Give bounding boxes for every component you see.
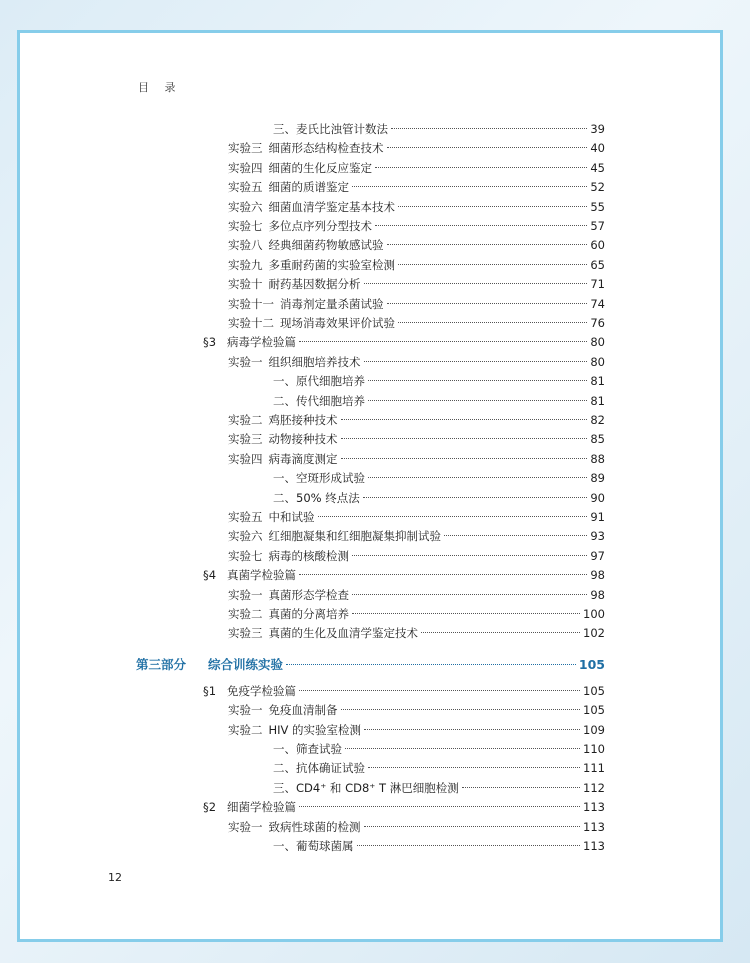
toc-leader-dots — [364, 361, 588, 362]
toc-entry[interactable] — [228, 605, 605, 623]
toc-entry-title: 病毒学检验篇 — [227, 335, 296, 350]
toc-entry-page: 113 — [583, 800, 605, 815]
toc-entry-page: 60 — [590, 238, 605, 253]
toc-entry[interactable] — [228, 236, 605, 254]
toc-entry-page: 65 — [590, 257, 605, 272]
toc-leader-dots — [318, 516, 588, 517]
toc-leader-dots — [364, 729, 580, 730]
toc-entry-page: 102 — [583, 626, 605, 641]
toc-leader-dots — [345, 748, 580, 749]
toc-leader-dots — [398, 322, 587, 323]
toc-leader-dots — [364, 826, 581, 827]
toc-entry[interactable] — [228, 314, 605, 332]
toc-entry[interactable] — [228, 818, 605, 836]
toc-entry[interactable] — [228, 275, 605, 293]
toc-entry[interactable] — [273, 469, 605, 487]
toc-entry[interactable] — [228, 721, 605, 739]
toc-entry-number: 实验一 — [228, 703, 263, 718]
toc-entry-number: 实验五 — [228, 180, 263, 195]
toc-entry-title: 三、麦氏比浊管计数法 — [273, 122, 388, 136]
toc-entry-page: 98 — [590, 568, 605, 583]
toc-entry-page: 39 — [590, 122, 605, 136]
toc-entry-page: 80 — [590, 335, 605, 350]
toc-entry-title: HIV 的实验室检测 — [268, 722, 362, 737]
toc-entry-number: 实验三 — [228, 626, 263, 641]
toc-entry-title: 消毒剂定量杀菌试验 — [280, 296, 384, 311]
toc-entry-number: 实验十二 — [228, 316, 274, 330]
toc-entry-title: 二、抗体确证试验 — [273, 761, 365, 776]
toc-entry[interactable] — [228, 508, 605, 526]
toc-leader-dots — [387, 244, 588, 245]
toc-entry-page: 74 — [590, 296, 605, 311]
toc-entry[interactable] — [273, 837, 605, 855]
toc-leader-dots — [375, 225, 587, 226]
toc-entry-page: 71 — [590, 277, 605, 292]
toc-entry-title: 细菌血清学鉴定基本技术 — [268, 199, 395, 214]
toc-entry-page: 85 — [590, 432, 605, 447]
toc-entry[interactable] — [228, 527, 605, 545]
toc-leader-dots — [363, 497, 588, 498]
page-number: 12 — [108, 871, 122, 884]
toc-entry-title: 鸡胚接种技术 — [268, 413, 338, 427]
toc-entry-title: 病毒的核酸检测 — [268, 548, 349, 563]
toc-entry[interactable] — [228, 450, 605, 468]
toc-entry-number: 实验二 — [228, 607, 263, 621]
toc-leader-dots — [375, 167, 587, 168]
toc-entry-number: 实验三 — [228, 141, 263, 156]
toc-entry-page: 97 — [590, 548, 605, 563]
toc-entry-title: 细菌学检验篇 — [227, 800, 296, 815]
toc-leader-dots — [444, 535, 587, 536]
toc-entry-page: 57 — [590, 219, 605, 233]
toc-leader-dots — [341, 458, 588, 459]
toc-entry-title: 动物接种技术 — [268, 432, 338, 447]
toc-leader-dots — [299, 690, 580, 691]
toc-entry-title: 细菌的质谱鉴定 — [268, 180, 349, 195]
toc-entry[interactable] — [228, 430, 605, 448]
toc-entry-page: 91 — [590, 510, 605, 524]
toc-entry-title: 真菌学检验篇 — [227, 568, 296, 583]
toc-entry-page: 90 — [590, 490, 605, 505]
toc-entry-page: 113 — [583, 819, 605, 834]
toc-leader-dots — [341, 438, 588, 439]
toc-entry-title: 多重耐药菌的实验室检测 — [268, 257, 395, 272]
toc-entry-number: 实验二 — [228, 722, 263, 737]
toc-entry-number: 实验三 — [228, 432, 263, 447]
toc-entry-title: 组织细胞培养技术 — [268, 354, 361, 369]
toc-entry-title: 多位点序列分型技术 — [268, 219, 372, 233]
toc-entry-number: 实验六 — [228, 529, 263, 544]
toc-entry-title: 病毒滴度测定 — [268, 451, 338, 466]
toc-leader-dots — [357, 845, 581, 846]
toc-entry[interactable] — [273, 489, 605, 507]
toc-entry-page: 112 — [583, 780, 605, 795]
toc-entry[interactable] — [273, 120, 605, 138]
toc-entry-title: 三、CD4⁺ 和 CD8⁺ T 淋巴细胞检测 — [273, 780, 459, 795]
toc-entry[interactable] — [203, 798, 605, 816]
toc-entry-number: 实验四 — [228, 451, 263, 466]
toc-entry-number: 实验九 — [228, 257, 263, 272]
toc-leader-dots — [421, 632, 580, 633]
toc-leader-dots — [341, 419, 588, 420]
toc-leader-dots — [368, 400, 587, 401]
toc-leader-dots — [398, 264, 587, 265]
toc-entry-page: 109 — [583, 722, 605, 737]
toc-leader-dots — [352, 555, 587, 556]
toc-entry-number: 实验十 — [228, 277, 263, 292]
toc-entry[interactable] — [203, 566, 605, 584]
toc-leader-dots — [286, 664, 576, 665]
toc-leader-dots — [398, 206, 587, 207]
toc-entry-page: 55 — [590, 199, 605, 214]
toc-entry-number: 实验一 — [228, 354, 263, 369]
toc-entry[interactable] — [228, 198, 605, 216]
toc-entry[interactable] — [228, 178, 605, 196]
toc-entry[interactable] — [228, 139, 605, 157]
toc-entry[interactable] — [273, 759, 605, 777]
toc-entry[interactable] — [228, 217, 605, 235]
toc-entry-page: 105 — [583, 683, 605, 698]
toc-entry-title: 中和试验 — [268, 510, 315, 524]
toc-entry-page: 45 — [590, 160, 605, 175]
toc-entry-page: 52 — [590, 180, 605, 195]
toc-leader-dots — [387, 147, 588, 148]
toc-entry[interactable] — [136, 656, 605, 678]
toc-leader-dots — [299, 806, 580, 807]
toc-entry-number: §1 — [203, 683, 217, 698]
document-page — [17, 30, 723, 942]
toc-entry-number: 实验四 — [228, 160, 263, 175]
toc-entry-page: 110 — [583, 742, 605, 756]
toc-entry-page: 81 — [590, 374, 605, 389]
toc-entry[interactable] — [273, 392, 605, 410]
toc-entry-page: 76 — [590, 316, 605, 330]
toc-leader-dots — [364, 283, 588, 284]
toc-entry-number: 实验二 — [228, 413, 263, 427]
toc-entry-number: 实验一 — [228, 819, 263, 834]
toc-entry-title: 免疫血清制备 — [268, 703, 338, 718]
toc-leader-dots — [341, 709, 581, 710]
toc-entry[interactable] — [203, 333, 605, 351]
toc-entry[interactable] — [228, 295, 605, 313]
toc-leader-dots — [352, 613, 580, 614]
toc-entry-page: 80 — [590, 354, 605, 369]
toc-entry-title: 二、50% 终点法 — [273, 490, 360, 505]
toc-entry-title: 现场消毒效果评价试验 — [280, 316, 395, 330]
toc-entry-title: 真菌形态学检查 — [268, 587, 349, 602]
toc-entry-page: 89 — [590, 471, 605, 486]
toc-entry[interactable] — [228, 411, 605, 429]
toc-entry-number: §3 — [203, 335, 217, 350]
toc-entry[interactable] — [228, 624, 605, 642]
toc-entry[interactable] — [273, 779, 605, 797]
toc-entry[interactable] — [228, 701, 605, 719]
toc-leader-dots — [391, 128, 587, 129]
toc-entry-number: 实验六 — [228, 199, 263, 214]
toc-entry-title: 一、空斑形成试验 — [273, 471, 365, 486]
toc-entry-title: 细菌形态结构检查技术 — [268, 141, 384, 156]
toc-entry-page: 105 — [583, 703, 605, 718]
toc-entry-page: 111 — [583, 761, 605, 776]
toc-entry[interactable] — [273, 740, 605, 758]
toc-entry-number: §4 — [203, 568, 217, 583]
toc-entry-title: 红细胞凝集和红细胞凝集抑制试验 — [268, 529, 441, 544]
toc-entry[interactable] — [228, 586, 605, 604]
toc-leader-dots — [299, 574, 587, 575]
toc-entry-number: §2 — [203, 800, 217, 815]
toc-entry-title: 免疫学检验篇 — [227, 683, 296, 698]
toc-entry[interactable] — [228, 353, 605, 371]
toc-entry-page: 40 — [590, 141, 605, 156]
toc-entry-number: 实验五 — [228, 510, 263, 524]
toc-entry-page: 105 — [578, 656, 605, 672]
toc-entry-title: 致病性球菌的检测 — [268, 819, 361, 834]
toc-entry[interactable] — [228, 159, 605, 177]
toc-leader-dots — [299, 341, 587, 342]
toc-entry-page: 88 — [590, 451, 605, 466]
toc-entry-title: 一、筛查试验 — [273, 742, 342, 756]
toc-entry-page: 81 — [590, 393, 605, 408]
toc-entry-title: 二、传代细胞培养 — [273, 393, 365, 408]
toc-entry[interactable] — [228, 547, 605, 565]
toc-leader-dots — [368, 767, 580, 768]
toc-entry-title: 一、原代细胞培养 — [273, 374, 365, 389]
toc-entry-page: 113 — [583, 839, 605, 853]
toc-entry[interactable] — [228, 256, 605, 274]
toc-entry-number: 实验七 — [228, 219, 263, 233]
toc-entry-page: 93 — [590, 529, 605, 544]
toc-entry-number: 第三部分 — [136, 656, 187, 672]
toc-entry-title: 综合训练实验 — [208, 656, 284, 672]
page-header: 目 录 — [138, 81, 182, 94]
toc-leader-dots — [368, 380, 587, 381]
toc-entry-title: 经典细菌药物敏感试验 — [268, 238, 384, 253]
toc-leader-dots — [368, 477, 587, 478]
toc-entry-number: 实验七 — [228, 548, 263, 563]
toc-entry[interactable] — [273, 372, 605, 390]
toc-leader-dots — [387, 303, 588, 304]
toc-entry-number: 实验一 — [228, 587, 263, 602]
toc-entry-title: 真菌的分离培养 — [268, 607, 349, 621]
toc-leader-dots — [462, 787, 580, 788]
toc-entry-title: 耐药基因数据分析 — [268, 277, 361, 292]
toc-entry-page: 98 — [590, 587, 605, 602]
toc-entry-number: 实验八 — [228, 238, 263, 253]
toc-leader-dots — [352, 186, 587, 187]
toc-entry-page: 82 — [590, 413, 605, 427]
toc-entry[interactable] — [203, 682, 605, 700]
toc-leader-dots — [352, 594, 587, 595]
toc-entry-title: 一、葡萄球菌属 — [273, 839, 354, 853]
toc-entry-number: 实验十一 — [228, 296, 274, 311]
toc-entry-title: 真菌的生化及血清学鉴定技术 — [268, 626, 418, 641]
toc-entry-title: 细菌的生化反应鉴定 — [268, 160, 372, 175]
toc-entry-page: 100 — [583, 607, 605, 621]
